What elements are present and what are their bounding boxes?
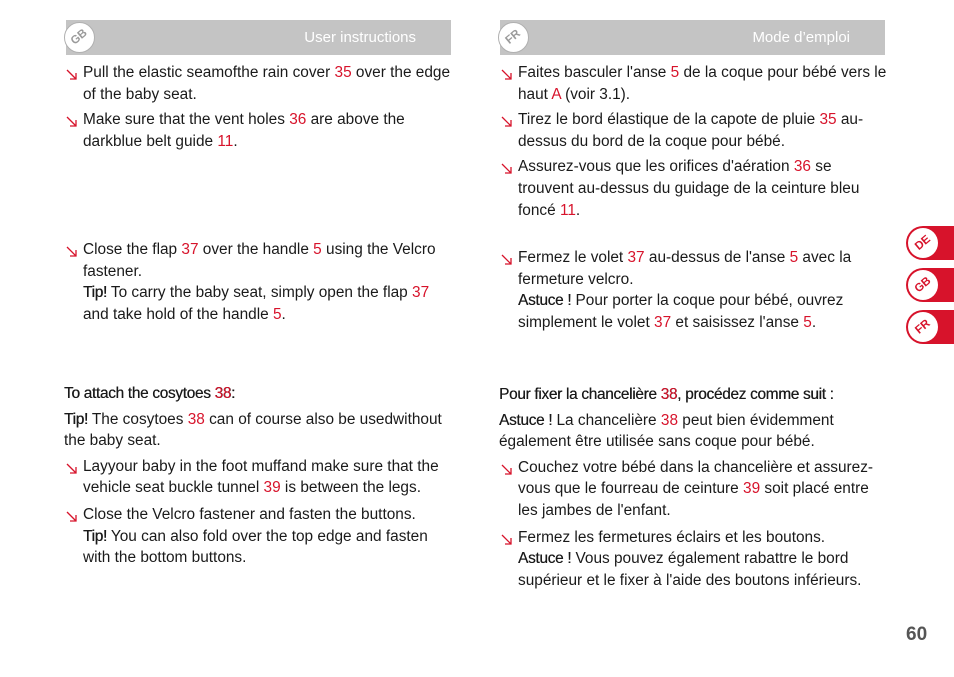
gb-cosytoes-tip: Tip! The cosytoes 38 can of course also be usedwithout the baby seat. — [64, 410, 442, 450]
arrow-bullet-icon — [65, 115, 78, 128]
tab-language-gb[interactable]: GB — [906, 268, 954, 302]
gb-cosytoes-heading: To attach the cosytoes 38: — [64, 385, 236, 402]
fr-step-capote: Tirez le bord élastique de la capote de pluie 35 au-dessus du bord de la coque pour bébé. — [499, 109, 889, 152]
arrow-bullet-icon — [65, 245, 78, 258]
fr-chanceliere-heading: Pour fixer la chancelière 38, procédez comme suit : — [499, 386, 834, 403]
fr-step-fermetures: Fermez les fermetures éclairs et les boutons. Astuce ! Vous pouvez également rabattre le bord supérieur et le fixer à l'aide des boutons inférieurs. — [499, 527, 891, 592]
fr-step-anse: Faites basculer l'anse 5 de la coque pour bébé vers le haut A (voir 3.1). — [499, 62, 889, 105]
gb-step-vent-holes: Make sure that the vent holes 36 are above the darkblue belt guide 11. — [64, 109, 456, 152]
arrow-bullet-icon — [500, 253, 513, 266]
fr-chanceliere-tip: Astuce ! La chancelière 38 peut bien évidemment également être utilisée sans coque pour bébé. — [499, 411, 834, 451]
gb-step-velcro: Close the Velcro fastener and fasten the buttons. Tip! You can also fold over the top edge and fasten with the bottom buttons. — [64, 504, 456, 569]
fr-step-couchez: Couchez votre bébé dans la chancelière et assurez-vous que le fourreau de ceinture 39 soit placé entre les jambes de l'enfant. — [499, 457, 891, 522]
tab-language-fr[interactable]: FR — [906, 310, 954, 344]
arrow-bullet-icon — [65, 68, 78, 81]
fr-language-badge: FR — [498, 22, 529, 53]
arrow-bullet-icon — [500, 162, 513, 175]
fr-header-title: Mode d’emploi — [752, 29, 850, 46]
gb-step-close-flap: Close the flap 37 over the handle 5 using the Velcro fastener. Tip! To carry the baby seat, simply open the flap 37 and take hold of the handle 5. — [64, 239, 456, 325]
gb-header-bar — [66, 20, 451, 55]
gb-step-foot-muff: Layyour baby in the foot muffand make sure that the vehicle seat buckle tunnel 39 is between the legs. — [64, 456, 456, 499]
fr-column-volet — [499, 247, 889, 333]
fr-column-chanceliere — [499, 384, 891, 591]
arrow-bullet-icon — [65, 462, 78, 475]
fr-step-orifices: Assurez-vous que les orifices d'aération 36 se trouvent au-dessus du guidage de la ceinture bleu foncé 11. — [499, 156, 889, 221]
fr-step-volet: Fermez le volet 37 au-dessus de l'anse 5 avec la fermeture velcro. Astuce ! Pour porter la coque pour bébé, ouvrez simplement le volet 37 et saisissez l'anse 5. — [499, 247, 889, 333]
arrow-bullet-icon — [65, 510, 78, 523]
arrow-bullet-icon — [500, 115, 513, 128]
page-number: 60 — [906, 624, 928, 645]
fr-column — [499, 62, 889, 221]
tip-label: Tip! — [83, 284, 107, 302]
gb-language-badge: GB — [64, 22, 95, 53]
tab-language-de[interactable]: DE — [906, 226, 954, 260]
gb-column — [64, 62, 456, 152]
gb-step-rain-cover: Pull the elastic seamofthe rain cover 35 over the edge of the baby seat. — [64, 62, 456, 105]
gb-column-cosytoes — [64, 383, 456, 569]
gb-header-title: User instructions — [304, 29, 416, 46]
arrow-bullet-icon — [500, 533, 513, 546]
arrow-bullet-icon — [500, 463, 513, 476]
arrow-bullet-icon — [500, 68, 513, 81]
gb-column-flap — [64, 239, 456, 325]
fr-header-bar — [500, 20, 885, 55]
